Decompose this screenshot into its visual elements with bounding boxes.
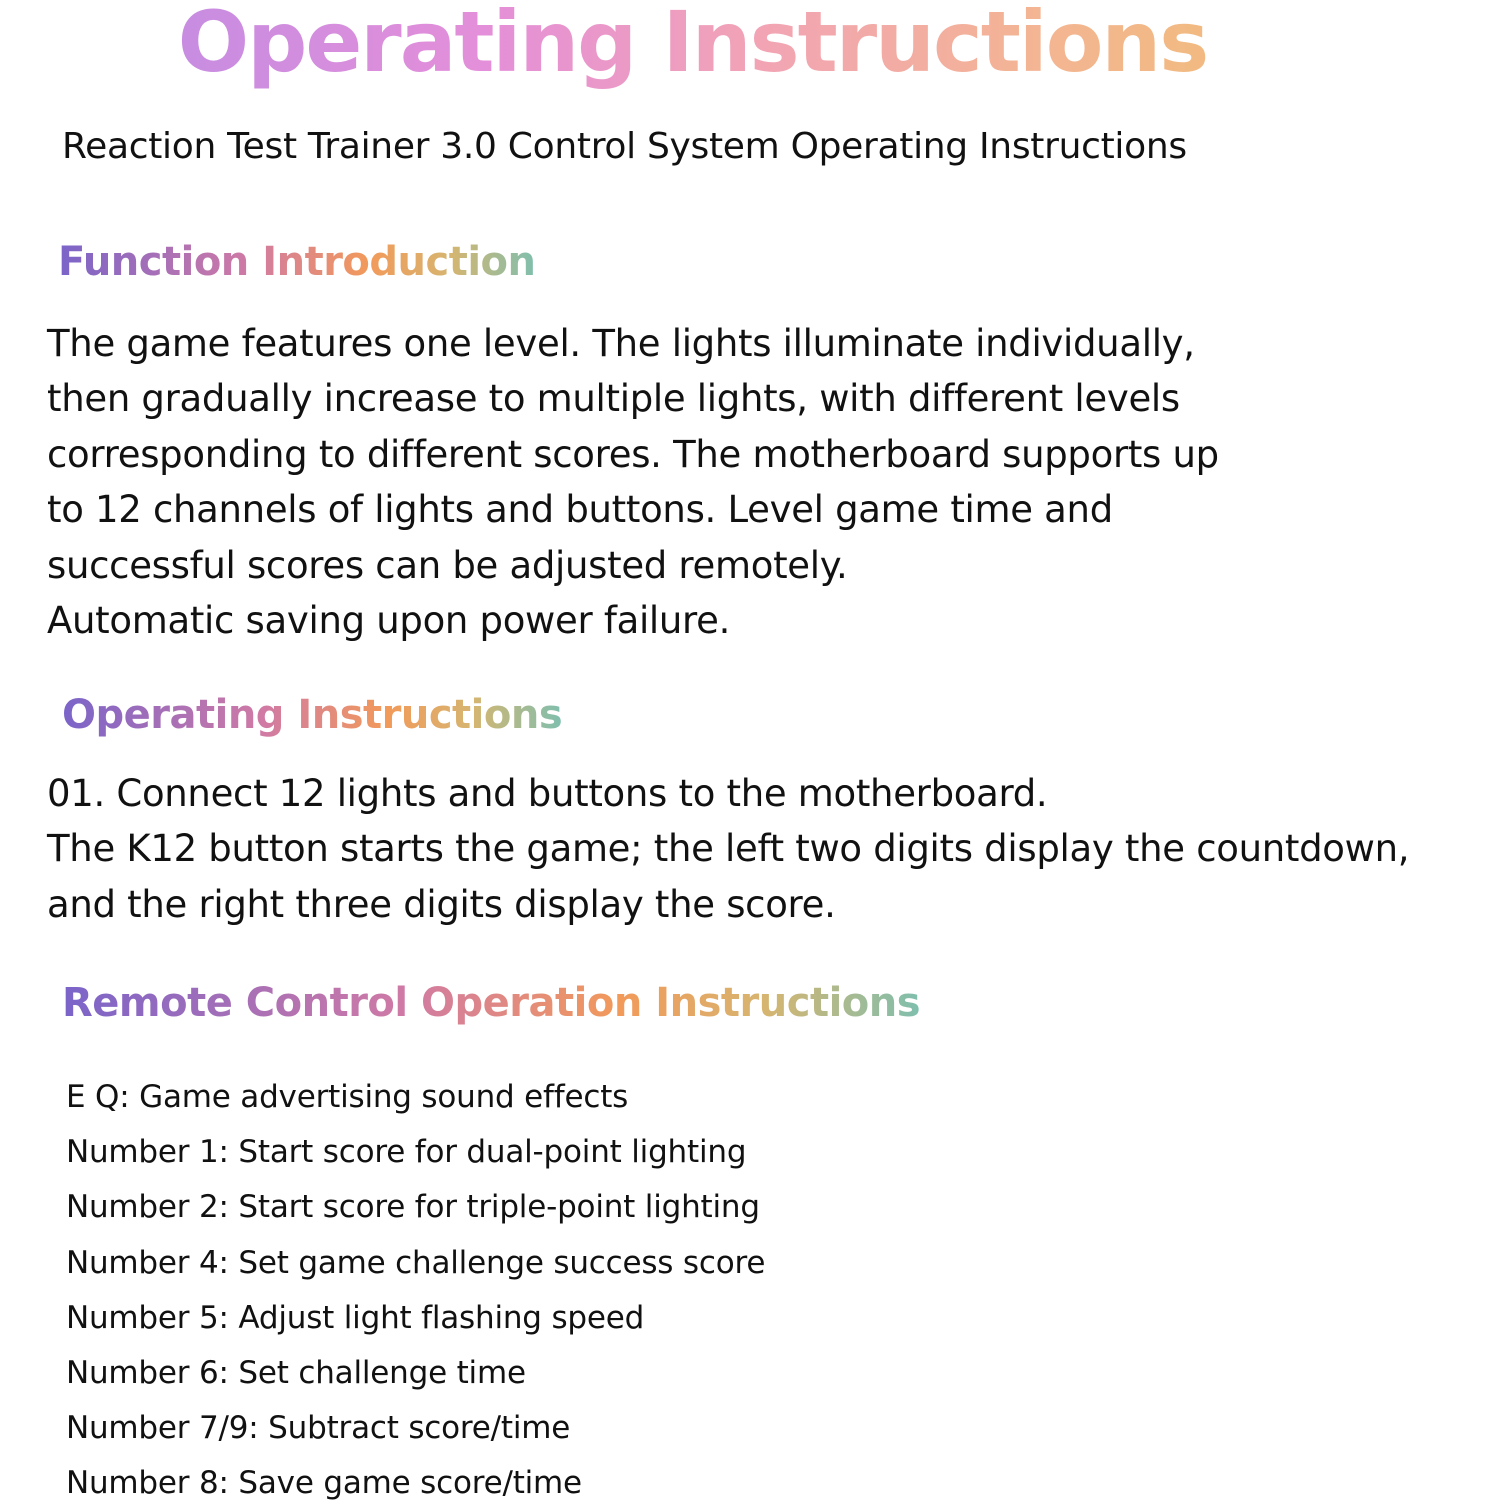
remote-control-heading: Remote Control Operation Instructions <box>62 980 921 1026</box>
list-item: Number 7/9: Subtract score/time <box>66 1410 571 1447</box>
operating-line: 01. Connect 12 lights and buttons to the motherboard. <box>47 772 1048 815</box>
list-item: Number 6: Set challenge time <box>66 1355 526 1392</box>
list-item: Number 5: Adjust light flashing speed <box>66 1299 645 1336</box>
page-title: Operating Instructions <box>0 0 1385 91</box>
operating-line: and the right three digits display the score. <box>47 882 836 926</box>
list-item: Number 1: Start score for dual-point lighting <box>66 1134 747 1171</box>
remote-control-list <box>66 1070 765 1512</box>
operating-line: The K12 button starts the game; the left two digits display the countdown, <box>47 827 1410 871</box>
list-item: Number 2: Start score for triple-point lighting <box>66 1189 760 1226</box>
intro-line: The game features one level. The lights illuminate individually, <box>47 322 1195 365</box>
intro-line: Automatic saving upon power failure. <box>47 599 731 643</box>
list-item: E Q: Game advertising sound effects <box>66 1079 629 1115</box>
intro-line: to 12 channels of lights and buttons. Level game time and <box>47 488 1113 532</box>
function-introduction-text <box>47 316 1219 648</box>
intro-line: then gradually increase to multiple lights, with different levels <box>47 377 1180 421</box>
operating-instructions-heading: Operating Instructions <box>62 692 563 738</box>
intro-line: corresponding to different scores. The motherboard supports up <box>47 432 1219 476</box>
operating-instructions-text <box>47 766 1409 932</box>
list-item: Number 4: Set game challenge success score <box>66 1244 766 1281</box>
list-item: Number 8: Save game score/time <box>66 1465 582 1502</box>
document-subtitle: Reaction Test Trainer 3.0 Control System Operating Instructions <box>62 126 1187 167</box>
intro-line: successful scores can be adjusted remotely. <box>47 543 848 587</box>
function-introduction-heading: Function Introduction <box>58 239 536 285</box>
